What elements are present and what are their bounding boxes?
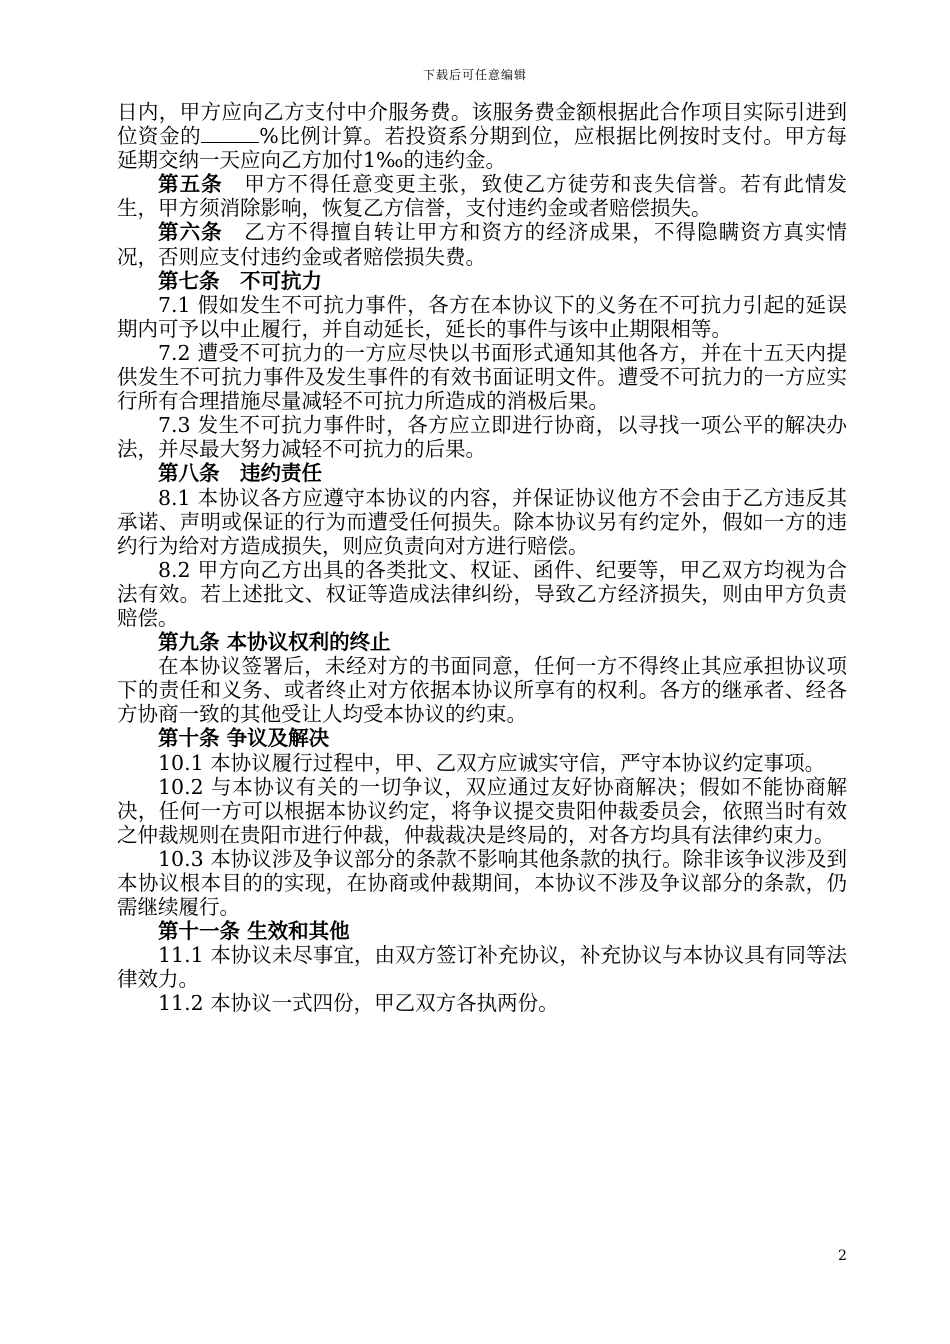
article-11-title: 第十一条 生效和其他 xyxy=(158,919,350,944)
article-5-title: 第五条 xyxy=(158,172,223,197)
clause-8-2: 8.2 甲方向乙方出具的各类批文、权证、函件、纪要等，甲乙双方均视为合法有效。若上述批文、权证等造成法律纠纷，导致乙方经济损失，则由甲方负责赔偿。 xyxy=(117,557,847,630)
article-8-title: 第八条 违约责任 xyxy=(158,461,322,486)
text: %比例计算。若投资系分期到位，应根据比例按时支付。甲方每延期交纳一天应向乙方加付1‰的违约金。 xyxy=(117,124,848,173)
page-header: 下载后可任意编辑 xyxy=(422,68,527,82)
clause-9: 在本协议签署后，未经对方的书面同意，任何一方不得终止其应承担协议项下的责任和义务、或者终止对方依据本协议所享有的权利。各方的继承者、经各方协商一致的其他受让人均受本协议的约束。 xyxy=(117,654,847,727)
article-6-body: 乙方不得擅自转让甲方和资方的经济成果，不得隐瞒资方真实情况，否则应支付违约金或者赔偿损失费。 xyxy=(117,220,848,269)
article-6-title: 第六条 xyxy=(158,220,223,245)
text: 日内，甲方应向乙方支付中介服务费。该服务费金额根据此合作项目实际引进到位资金的 xyxy=(117,100,847,149)
clause-10-3: 10.3 本协议涉及争议部分的条款不影响其他条款的执行。除非该争议涉及到本协议根本目的的实现，在协商或仲裁期间，本协议不涉及争议部分的条款，仍需继续履行。 xyxy=(117,846,847,920)
article-6 xyxy=(117,220,847,268)
clause-7-2: 7.2 遭受不可抗力的一方应尽快以书面形式通知其他各方，并在十五天内提供发生不可抗力事件及发生事件的有效书面证明文件。遭受不可抗力的一方应实行所有合理措施尽量减轻不可抗力所造成的消极后果。 xyxy=(117,340,847,414)
clause-11-1: 11.1 本协议未尽事宜，由双方签订补充协议，补充协议与本协议具有同等法律效力。 xyxy=(117,943,847,992)
article-5 xyxy=(117,172,847,220)
blank-underline xyxy=(201,125,259,143)
clause-7-3: 7.3 发生不可抗力事件时，各方应立即进行协商，以寻找一项公平的解决办法，并尽最大努力减轻不可抗力的后果。 xyxy=(117,413,847,462)
clause-8-1: 8.1 本协议各方应遵守本协议的内容，并保证协议他方不会由于乙方违反其承诺、声明或保证的行为而遭受任何损失。除本协议另有约定外，假如一方的违约行为给对方造成损失，则应负责向对方进行赔偿。 xyxy=(117,485,847,558)
clause-7-1: 7.1 假如发生不可抗力事件，各方在本协议下的义务在不可抗力引起的延误期内可予以中止履行，并自动延长，延长的事件与该中止期限相等。 xyxy=(117,292,847,341)
article-7-title: 第七条 不可抗力 xyxy=(158,268,322,293)
document-body xyxy=(117,100,847,1016)
article-5-body: 甲方不得任意变更主张，致使乙方徒劳和丧失信誉。若有此情发生，甲方须消除影响，恢复乙方信誉，支付违约金或者赔偿损失。 xyxy=(117,172,848,221)
clause-10-2: 10.2 与本协议有关的一切争议，双应通过友好协商解决；假如不能协商解决，任何一方可以根据本协议约定，将争议提交贵阳仲裁委员会，依照当时有效之仲裁规则在贵阳市进行仲裁，仲裁裁决是终局的，对各方均具有法律约束力。 xyxy=(117,774,847,847)
clause-10-1: 10.1 本协议履行过程中，甲、乙双方应诚实守信，严守本协议约定事项。 xyxy=(158,750,826,775)
article-10-title: 第十条 争议及解决 xyxy=(158,726,330,751)
paragraph-service-fee xyxy=(117,100,847,172)
clause-11-2: 11.2 本协议一式四份，甲乙双方各执两份。 xyxy=(158,991,559,1016)
article-9-title: 第九条 本协议权利的终止 xyxy=(158,630,391,655)
page-number: 2 xyxy=(838,1248,847,1264)
